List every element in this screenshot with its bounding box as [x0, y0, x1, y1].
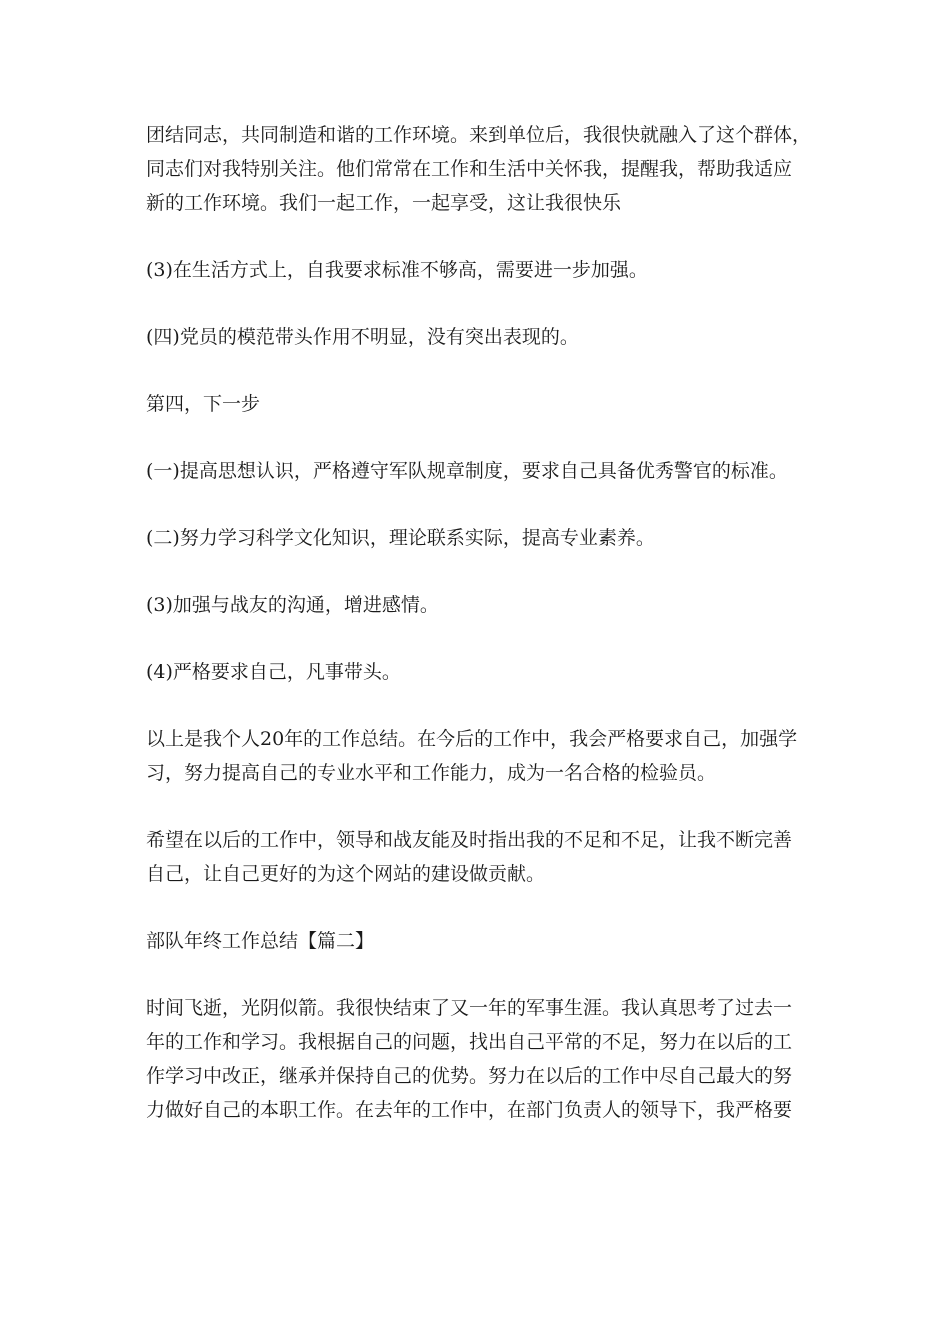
section-title-part-two: [146, 924, 806, 958]
document-body: [146, 118, 812, 1160]
paragraph-step-1: [146, 454, 806, 488]
text-line: 时间飞逝，光阴似箭。我很快结束了又一年的军事生涯。我认真思考了过去一: [146, 997, 793, 1019]
text-line: 新的工作环境。我们一起工作，一起享受，这让我很快乐: [146, 192, 622, 214]
paragraph-colleagues: [146, 118, 812, 220]
text-line: 力做好自己的本职工作。在去年的工作中，在部门负责人的领导下，我严格要: [146, 1099, 793, 1121]
paragraph-step-2: [146, 521, 806, 555]
text-line: (二)努力学习科学文化知识，理论联系实际，提高专业素养。: [146, 527, 655, 549]
text-line: (3)在生活方式上，自我要求标准不够高，需要进一步加强。: [146, 259, 648, 281]
text-line: (3)加强与战友的沟通，增进感情。: [146, 594, 439, 616]
text-line: 作学习中改正，继承并保持自己的优势。努力在以后的工作中尽自己最大的努: [146, 1065, 793, 1087]
text-line: 年的工作和学习。我根据自己的问题，找出自己平常的不足，努力在以后的工: [146, 1031, 793, 1053]
paragraph-summary: [146, 722, 806, 790]
text-line: (四)党员的模范带头作用不明显，没有突出表现的。: [146, 326, 579, 348]
paragraph-step-3: [146, 588, 806, 622]
section-heading-next-steps: [146, 387, 806, 421]
paragraph-step-4: [146, 655, 806, 689]
text-line: 习，努力提高自己的专业水平和工作能力，成为一名合格的检验员。: [146, 762, 717, 784]
paragraph-shortcoming-4: [146, 320, 806, 354]
paragraph-time-flies: [146, 991, 806, 1127]
text-line: 同志们对我特别关注。他们常常在工作和生活中关怀我，提醒我，帮助我适应: [146, 158, 793, 180]
text-line: 自己，让自己更好的为这个网站的建设做贡献。: [146, 863, 546, 885]
text-line: 希望在以后的工作中，领导和战友能及时指出我的不足和不足，让我不断完善: [146, 829, 793, 851]
text-line: 部队年终工作总结【篇二】: [146, 930, 375, 952]
text-line: (4)严格要求自己，凡事带头。: [146, 661, 401, 683]
paragraph-shortcoming-3: [146, 253, 806, 287]
paragraph-hope: [146, 823, 806, 891]
text-line: 以上是我个人20年的工作总结。在今后的工作中，我会严格要求自己，加强学: [146, 728, 798, 750]
text-line: 第四，下一步: [146, 393, 261, 415]
text-line: 团结同志，共同制造和谐的工作环境。来到单位后，我很快就融入了这个群体，: [146, 124, 812, 146]
text-line: (一)提高思想认识，严格遵守军队规章制度，要求自己具备优秀警官的标准。: [146, 460, 788, 482]
